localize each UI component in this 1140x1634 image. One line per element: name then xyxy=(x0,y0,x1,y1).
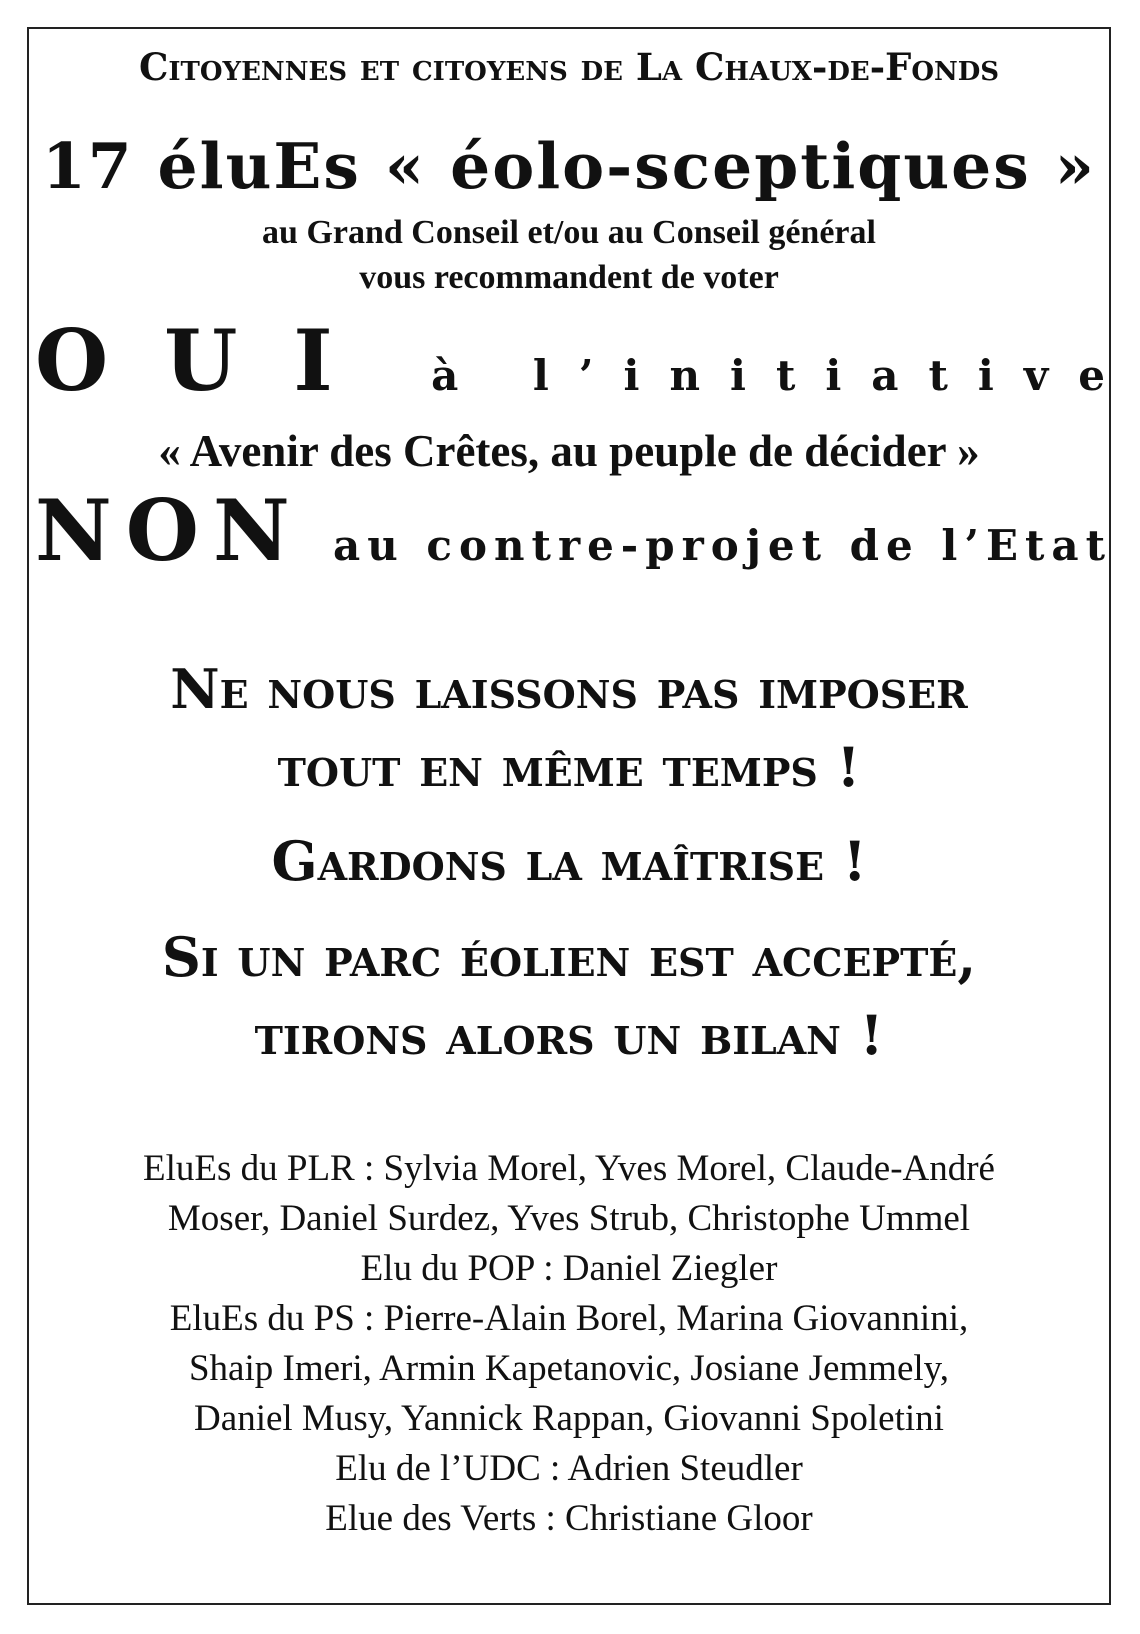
slogan-line-3: Gardons la maîtrise ! xyxy=(271,829,867,893)
flyer-frame xyxy=(27,27,1135,1605)
vote-no-word: NON xyxy=(35,481,304,580)
vote-no-text: au contre-projet de l’Etat xyxy=(333,521,1112,570)
slogan-line-5: tirons alors un bilan ! xyxy=(254,1003,884,1067)
slogan-line-4: Si un parc éolien est accepté, xyxy=(161,925,977,989)
signatories-line-1: EluEs du PLR : Sylvia Morel, Yves Morel, Claude-André xyxy=(143,1148,995,1189)
vote-yes-word: OUI xyxy=(35,311,389,410)
vote-yes-row xyxy=(35,311,1135,410)
vote-no-row xyxy=(35,481,1112,580)
flyer-header: Citoyennes et citoyens de La Chaux-de-Fonds xyxy=(138,45,1000,89)
signatories-line-7: Elu de l’UDC : Adrien Steudler xyxy=(335,1448,803,1489)
signatories-line-5: Shaip Imeri, Armin Kapetanovic, Josiane Jemmely, xyxy=(188,1348,950,1389)
initiative-name: « Avenir des Crêtes, au peuple de décider » xyxy=(158,426,980,476)
signatories-line-8: Elue des Verts : Christiane Gloor xyxy=(325,1498,813,1539)
signatories-line-3: Elu du POP : Daniel Ziegler xyxy=(360,1248,778,1289)
signatories-line-4: EluEs du PS : Pierre-Alain Borel, Marina Giovannini, xyxy=(169,1298,969,1339)
signatories-line-6: Daniel Musy, Yannick Rappan, Giovanni Spoletini xyxy=(194,1398,944,1439)
vote-yes-text: à l’initiative xyxy=(431,351,1135,400)
signatories-line-2: Moser, Daniel Surdez, Yves Strub, Christophe Ummel xyxy=(167,1198,971,1239)
slogan-line-2: tout en même temps ! xyxy=(277,735,861,799)
flyer-title: 17 éluEs « éolo-sceptiques » xyxy=(41,129,1097,203)
slogan-line-1: Ne nous laissons pas imposer xyxy=(170,657,968,721)
subtitle-line-2: vous recommandent de voter xyxy=(359,259,779,296)
subtitle-line-1: au Grand Conseil et/ou au Conseil général xyxy=(262,214,876,251)
